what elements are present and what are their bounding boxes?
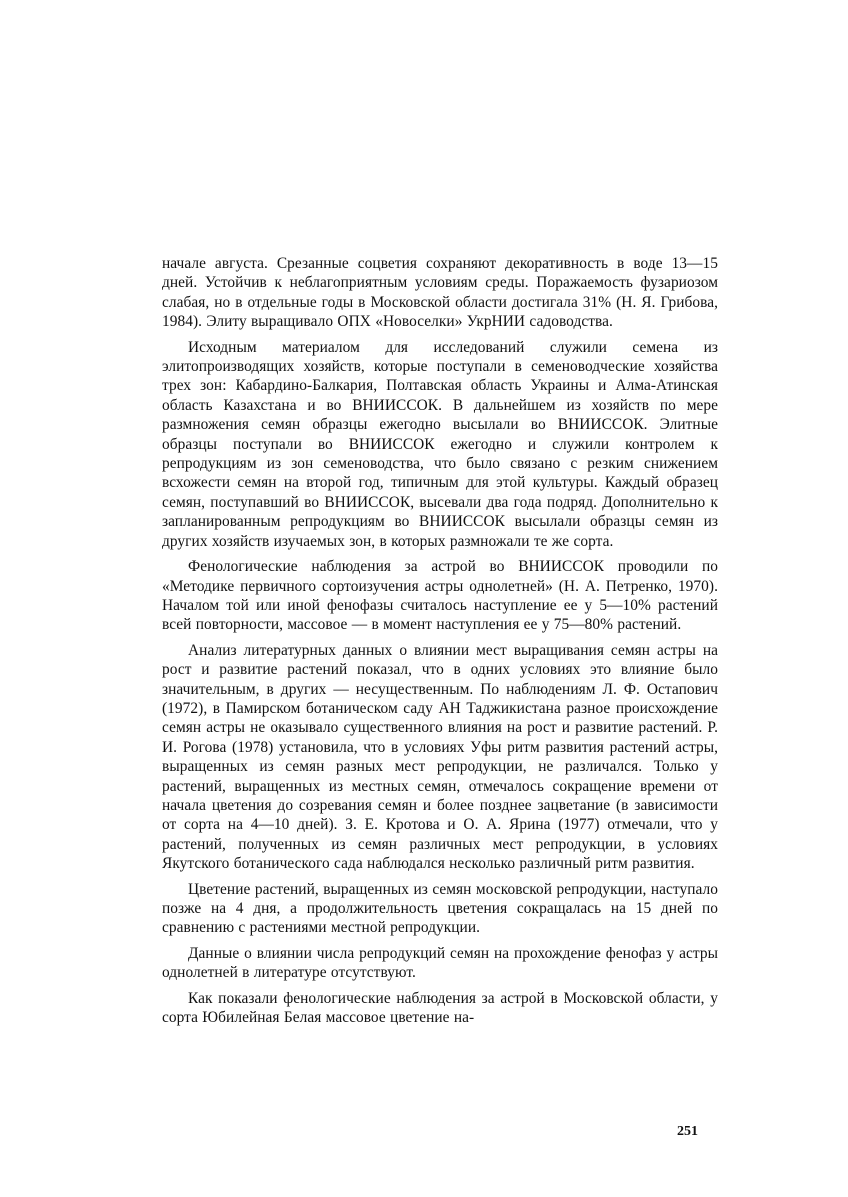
- paragraph-4: Анализ литературных данных о влиянии мест выращивания семян астры на рост и развитие растений показал, что в одних условиях это влияние было значительным, в других — несущественным. По наблюдениям Л. Ф. Остапович (1972), в Памирском ботаническом саду АН Таджикистана разное происхождение семян астры не оказывало существенного влияния на рост и развитие растений. Р. И. Рогова (1978) установила, что в условиях Уфы ритм развития растений астры, выращенных из семян разных мест репродукции, не различался. Только у растений, выращенных из местных семян, отмечалось сокращение времени от начала цветения до созревания семян и более позднее зацветание (в зависимости от сорта на 4—10 дней). З. Е. Кротова и О. А. Ярина (1977) отмечали, что у растений, полученных из семян различных мест репродукции, в условиях Якутского ботанического сада наблюдался несколько различный ритм развития.: [162, 641, 718, 873]
- page-number: 251: [677, 1124, 698, 1139]
- paragraph-3: Фенологические наблюдения за астрой во ВНИИССОК проводили по «Методике первичного сортоизучения астры однолетней» (Н. А. Петренко, 1970). Началом той или иной фенофазы считалось наступление ее у 5—10% растений всей повторности, массовое — в момент наступления ее у 75—80% растений.: [162, 558, 718, 634]
- paragraph-5: Цветение растений, выращенных из семян московской репродукции, наступало позже на 4 дня, а продолжительность цветения сокращалась на 15 дней по сравнению с растениями местной репродукции.: [162, 880, 718, 937]
- paragraph-2: Исходным материалом для исследований служили семена из элитопроизводящих хозяйств, которые поступали в семеноводческие хозяйства трех зон: Кабардино-Балкария, Полтавская область Украины и Алма-Атинская область Казахстана и во ВНИИССОК. В дальнейшем из хозяйств по мере размножения семян образцы ежегодно высылали во ВНИИССОК. Элитные образцы поступали во ВНИИССОК ежегодно и служили контролем к репродукциям из зон семеноводства, что было связано с резким снижением всхожести семян на второй год, типичным для этой культуры. Каждый образец семян, поступавший во ВНИИССОК, высевали два года подряд. Дополнительно к запланированным репродукциям во ВНИИССОК высылали образцы семян из других хозяйств изучаемых зон, в которых размножали те же сорта.: [162, 338, 718, 550]
- paragraph-6: Данные о влиянии числа репродукций семян на прохождение фенофаз у астры однолетней в литературе отсутствуют.: [162, 944, 718, 982]
- paragraph-1: начале августа. Срезанные соцветия сохраняют декоративность в воде 13—15 дней. Устойчив к неблагоприятным условиям среды. Поражаемость фузариозом слабая, но в отдельные годы в Московской области достигала 31% (Н. Я. Грибова, 1984). Элиту выращивало ОПХ «Новоселки» УкрНИИ садоводства.: [162, 255, 718, 331]
- page-body-text: [162, 254, 718, 1174]
- paragraph-7: Как показали фенологические наблюдения за астрой в Московской области, у сорта Юбилейная Белая массовое цветение на-: [162, 989, 718, 1027]
